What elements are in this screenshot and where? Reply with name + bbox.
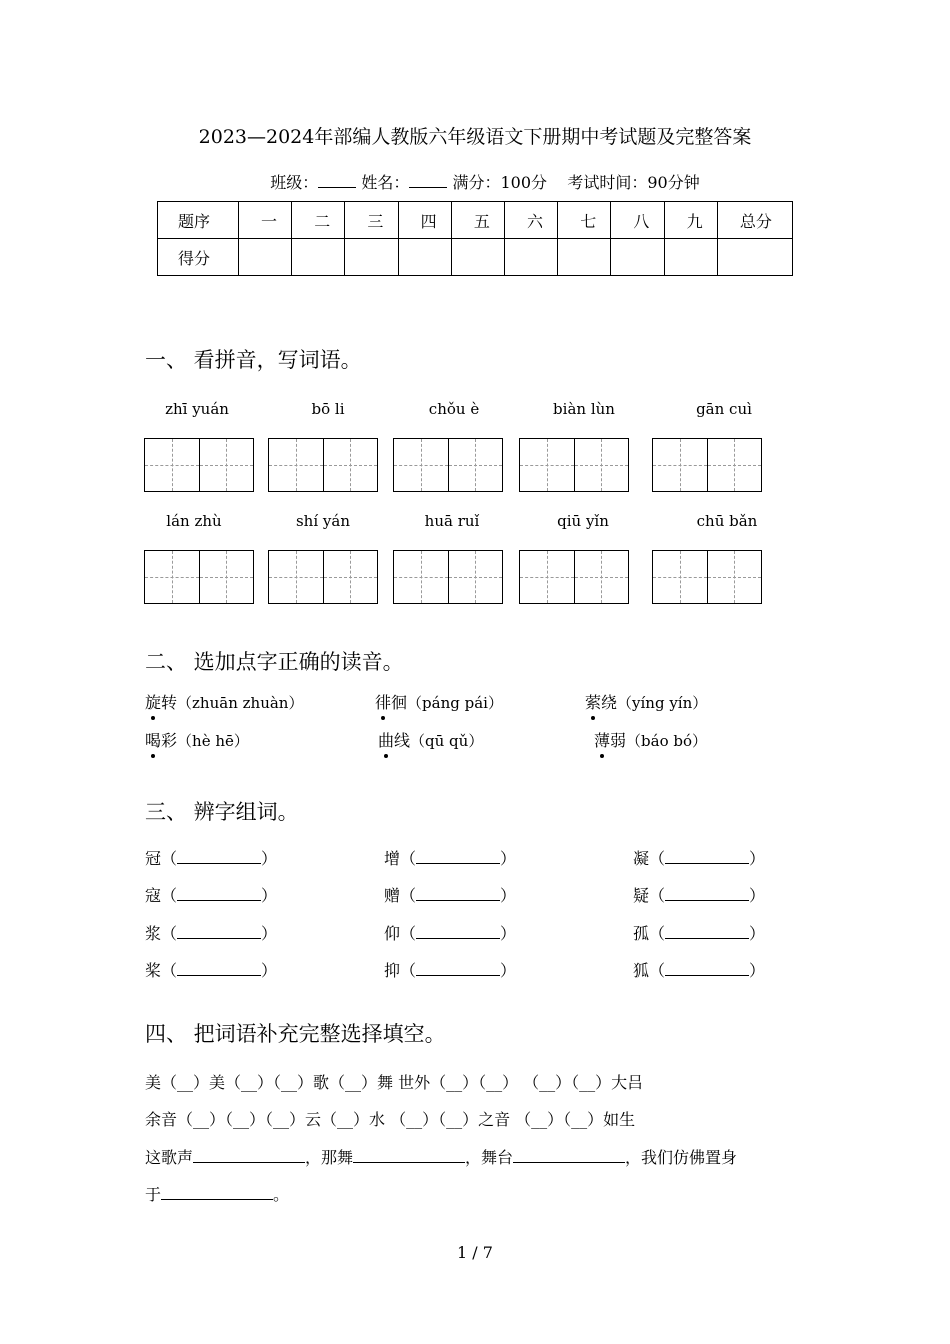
writing-grid[interactable] bbox=[519, 438, 629, 492]
group-char: 冠 bbox=[145, 849, 162, 868]
score-header-cell: 六 bbox=[505, 202, 558, 239]
pinyin-label: shí yán bbox=[295, 512, 350, 530]
dotted-char: 曲 bbox=[378, 728, 394, 751]
word-rest: 转 bbox=[161, 693, 178, 712]
score-cell[interactable] bbox=[345, 239, 398, 276]
pinyin-label: huā ruǐ bbox=[424, 512, 480, 530]
score-header-cell: 八 bbox=[611, 202, 664, 239]
reading-options[interactable]: （páng pái） bbox=[407, 694, 503, 712]
group-char: 仰 bbox=[384, 924, 401, 943]
answer-blank[interactable] bbox=[416, 923, 500, 939]
score-header-cell: 四 bbox=[398, 202, 451, 239]
section2-heading: 二、 选加点字正确的读音。 bbox=[145, 650, 404, 674]
writing-grid[interactable] bbox=[268, 550, 378, 604]
reading-item bbox=[594, 728, 707, 751]
dotted-char: 萦 bbox=[585, 690, 601, 713]
group-char: 孤 bbox=[633, 924, 650, 943]
score-cell[interactable] bbox=[505, 239, 558, 276]
group-char: 抑 bbox=[384, 961, 401, 980]
writing-grid[interactable] bbox=[268, 438, 378, 492]
word-group-item: 冠（ ） bbox=[145, 849, 278, 868]
reading-options[interactable]: （báo bó） bbox=[626, 732, 708, 750]
fill-line-2[interactable]: 余音（__）（__）（__）云（__）水 （__）（__）之音 （__）（__）如生 bbox=[145, 1110, 636, 1129]
word-rest: 线 bbox=[394, 731, 411, 750]
pinyin-label: lán zhù bbox=[166, 512, 222, 530]
answer-blank[interactable] bbox=[177, 885, 261, 901]
reading-item bbox=[145, 728, 249, 751]
reading-options[interactable]: （yíng yín） bbox=[617, 694, 708, 712]
pinyin-label: biàn lùn bbox=[553, 400, 615, 418]
answer-blank[interactable] bbox=[665, 960, 749, 976]
fill-line-4: 于 。 bbox=[145, 1185, 290, 1204]
group-char: 狐 bbox=[633, 961, 650, 980]
word-group-item: 寇（ ） bbox=[145, 886, 278, 905]
score-value-row bbox=[158, 239, 793, 276]
name-blank[interactable] bbox=[409, 173, 447, 188]
score-header-cell: 七 bbox=[558, 202, 611, 239]
reading-item bbox=[585, 690, 707, 713]
dotted-char: 徘 bbox=[375, 690, 391, 713]
answer-blank[interactable] bbox=[353, 1147, 465, 1163]
word-rest: 徊 bbox=[391, 693, 408, 712]
full-score: 满分：100分 bbox=[452, 173, 548, 192]
pinyin-label: bō li bbox=[311, 400, 345, 418]
reading-options[interactable]: （zhuān zhuàn） bbox=[177, 694, 304, 712]
score-cell[interactable] bbox=[451, 239, 504, 276]
pinyin-label: chǒu è bbox=[428, 400, 480, 418]
pinyin-label: gān cuì bbox=[696, 400, 752, 418]
writing-grid[interactable] bbox=[144, 550, 254, 604]
exam-info bbox=[0, 170, 950, 193]
group-char: 寇 bbox=[145, 886, 162, 905]
fill-line-1[interactable]: 美（__）美（__）（__）歌（__）舞 世外（__）（__） （__）（__）大吕 bbox=[145, 1073, 644, 1092]
section4-heading: 四、 把词语补充完整选择填空。 bbox=[145, 1022, 446, 1046]
answer-blank[interactable] bbox=[513, 1147, 625, 1163]
answer-blank[interactable] bbox=[416, 885, 500, 901]
class-blank[interactable] bbox=[318, 173, 356, 188]
word-group-item: 狐（ ） bbox=[633, 961, 766, 980]
word-group-item: 凝（ ） bbox=[633, 849, 766, 868]
score-table bbox=[157, 201, 793, 276]
answer-blank[interactable] bbox=[161, 1184, 273, 1200]
dotted-char: 旋 bbox=[145, 690, 161, 713]
answer-blank[interactable] bbox=[665, 885, 749, 901]
word-rest: 绕 bbox=[601, 693, 618, 712]
reading-options[interactable]: （qū qǔ） bbox=[410, 732, 484, 750]
group-char: 增 bbox=[384, 849, 401, 868]
word-rest: 弱 bbox=[610, 731, 627, 750]
word-rest: 彩 bbox=[161, 731, 178, 750]
score-header-cell: 九 bbox=[664, 202, 717, 239]
dotted-char: 薄 bbox=[594, 728, 610, 751]
reading-options[interactable]: （hè hē） bbox=[177, 732, 249, 750]
writing-grid[interactable] bbox=[519, 550, 629, 604]
answer-blank[interactable] bbox=[665, 848, 749, 864]
group-char: 凝 bbox=[633, 849, 650, 868]
reading-item bbox=[378, 728, 483, 751]
score-cell[interactable] bbox=[239, 239, 292, 276]
reading-item bbox=[145, 690, 303, 713]
class-label: 班级： bbox=[270, 173, 319, 192]
word-group-item: 增（ ） bbox=[384, 849, 517, 868]
word-group-item: 仰（ ） bbox=[384, 924, 517, 943]
writing-grid[interactable] bbox=[652, 438, 762, 492]
answer-blank[interactable] bbox=[177, 923, 261, 939]
score-row-label: 得分 bbox=[158, 239, 239, 276]
name-label: 姓名： bbox=[361, 173, 410, 192]
section3-heading: 三、 辨字组词。 bbox=[145, 800, 299, 824]
pinyin-label: chū bǎn bbox=[696, 512, 758, 530]
answer-blank[interactable] bbox=[177, 960, 261, 976]
group-char: 疑 bbox=[633, 886, 650, 905]
writing-grid[interactable] bbox=[393, 550, 503, 604]
writing-grid[interactable] bbox=[393, 438, 503, 492]
word-group-item: 疑（ ） bbox=[633, 886, 766, 905]
score-header-cell: 五 bbox=[451, 202, 504, 239]
fill-line-3: 这歌声 ，那舞 ，舞台 ，我们仿佛置身 bbox=[145, 1148, 738, 1167]
dotted-char: 喝 bbox=[145, 728, 161, 751]
score-header-cell: 题序 bbox=[158, 202, 239, 239]
group-char: 浆 bbox=[145, 924, 162, 943]
answer-blank[interactable] bbox=[177, 848, 261, 864]
score-cell[interactable] bbox=[717, 239, 792, 276]
group-char: 赠 bbox=[384, 886, 401, 905]
score-cell[interactable] bbox=[611, 239, 664, 276]
word-group-item: 赠（ ） bbox=[384, 886, 517, 905]
answer-blank[interactable] bbox=[416, 848, 500, 864]
pinyin-label: qiū yǐn bbox=[557, 512, 609, 530]
answer-blank[interactable] bbox=[665, 923, 749, 939]
score-cell[interactable] bbox=[292, 239, 345, 276]
score-header-cell: 三 bbox=[345, 202, 398, 239]
pinyin-label: zhī yuán bbox=[165, 400, 229, 418]
score-cell[interactable] bbox=[558, 239, 611, 276]
score-header-row bbox=[158, 202, 793, 239]
score-cell[interactable] bbox=[398, 239, 451, 276]
score-header-cell: 总分 bbox=[717, 202, 792, 239]
reading-item bbox=[375, 690, 503, 713]
word-group-item: 抑（ ） bbox=[384, 961, 517, 980]
section1-heading: 一、 看拼音，写词语。 bbox=[145, 348, 362, 372]
exam-title: 2023—2024年部编人教版六年级语文下册期中考试题及完整答案 bbox=[198, 126, 752, 148]
writing-grid[interactable] bbox=[144, 438, 254, 492]
score-cell[interactable] bbox=[664, 239, 717, 276]
group-char: 桨 bbox=[145, 961, 162, 980]
page-number: 1 / 7 bbox=[457, 1243, 493, 1262]
exam-time: 考试时间：90分钟 bbox=[567, 173, 700, 192]
answer-blank[interactable] bbox=[193, 1147, 305, 1163]
score-header-cell: 二 bbox=[292, 202, 345, 239]
answer-blank[interactable] bbox=[416, 960, 500, 976]
word-group-item: 浆（ ） bbox=[145, 924, 278, 943]
word-group-item: 孤（ ） bbox=[633, 924, 766, 943]
score-header-cell: 一 bbox=[239, 202, 292, 239]
word-group-item: 桨（ ） bbox=[145, 961, 278, 980]
writing-grid[interactable] bbox=[652, 550, 762, 604]
